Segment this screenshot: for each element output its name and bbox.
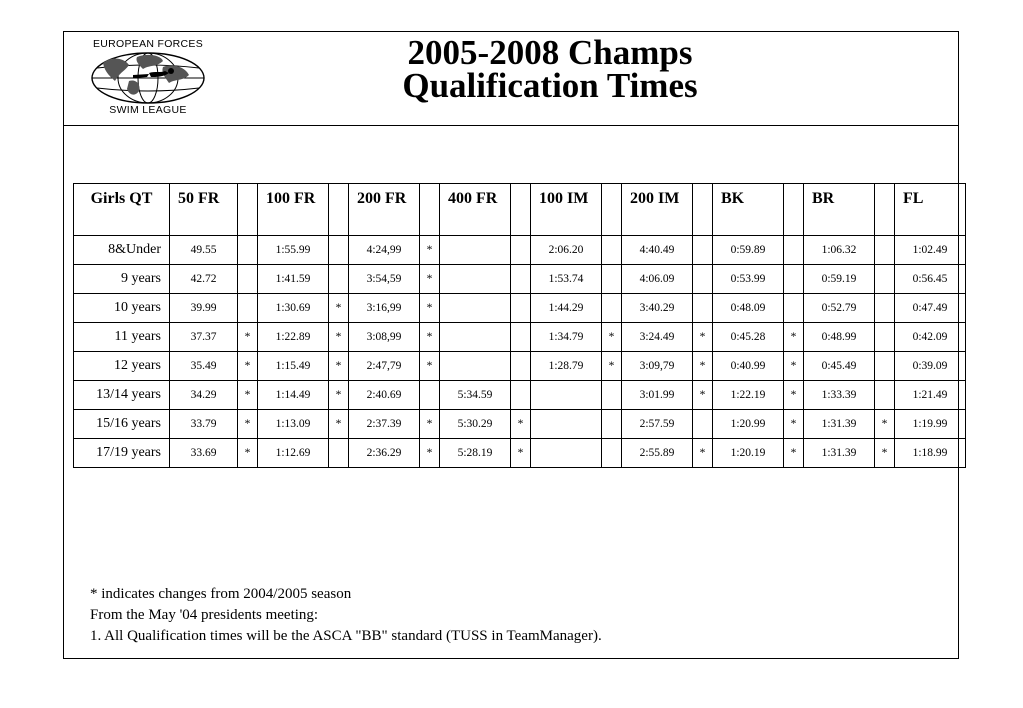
change-marker-cell: * [602,352,622,381]
change-marker-cell [602,410,622,439]
time-cell: 1:02.49 [895,236,966,265]
change-marker-cell [602,381,622,410]
table-header [74,184,966,236]
change-marker-cell: * [420,265,440,294]
time-cell: 1:31.39 [804,439,875,468]
time-cell: 2:37.39 [349,410,420,439]
time-cell: 37.37 [170,323,238,352]
change-marker-cell: * [511,439,531,468]
footnotes [90,584,602,647]
time-cell [440,236,511,265]
age-group-cell: 17/19 years [74,439,170,468]
time-cell: 35.49 [170,352,238,381]
time-cell: 4:40.49 [622,236,693,265]
time-cell: 1:22.19 [713,381,784,410]
header-cell-event: FL [895,184,966,236]
time-cell: 2:40.69 [349,381,420,410]
change-marker-cell: * [693,352,713,381]
change-marker-cell [693,265,713,294]
qualification-times-table [73,183,966,468]
title-line-2: Qualification Times [402,66,698,105]
time-cell: 0:59.89 [713,236,784,265]
time-cell: 1:28.79 [531,352,602,381]
change-marker-cell: * [420,352,440,381]
header-cell-event: BK [713,184,784,236]
time-cell: 4:24,99 [349,236,420,265]
change-marker-cell: * [693,439,713,468]
time-cell: 0:47.49 [895,294,966,323]
change-marker-cell: * [238,439,258,468]
change-marker-cell: * [329,294,349,323]
time-cell: 1:21.49 [895,381,966,410]
footnote-standard: 1. All Qualification times will be the ASCA "BB" standard (TUSS in TeamManager). [90,628,602,644]
time-cell [440,352,511,381]
time-cell [440,294,511,323]
time-cell: 1:31.39 [804,410,875,439]
header-cell-marker [602,184,622,236]
time-cell: 1:18.99 [895,439,966,468]
change-marker-cell: * [238,352,258,381]
time-cell: 2:36.29 [349,439,420,468]
time-cell: 3:24.49 [622,323,693,352]
table-row [74,294,966,323]
time-cell: 1:19.99 [895,410,966,439]
table-body [74,236,966,468]
change-marker-cell [420,381,440,410]
league-logo [83,36,213,120]
time-cell: 33.79 [170,410,238,439]
logo-bottom-text: SWIM LEAGUE [109,104,187,116]
change-marker-cell [875,236,895,265]
time-cell: 0:56.45 [895,265,966,294]
change-marker-cell [511,294,531,323]
time-cell: 0:40.99 [713,352,784,381]
change-marker-cell: * [329,410,349,439]
change-marker-cell: * [784,352,804,381]
age-group-cell: 9 years [74,265,170,294]
time-cell: 1:34.79 [531,323,602,352]
header-cell-event: 400 FR [440,184,511,236]
time-cell: 0:39.09 [895,352,966,381]
time-cell: 2:55.89 [622,439,693,468]
footnote-meeting: From the May '04 presidents meeting: [90,607,319,623]
change-marker-cell: * [784,410,804,439]
time-cell: 1:12.69 [258,439,329,468]
change-marker-cell [784,236,804,265]
time-cell: 1:33.39 [804,381,875,410]
change-marker-cell [693,410,713,439]
time-cell: 3:09,79 [622,352,693,381]
change-marker-cell: * [784,323,804,352]
time-cell: 0:52.79 [804,294,875,323]
time-cell [440,323,511,352]
time-cell: 0:59.19 [804,265,875,294]
header-cell-marker [329,184,349,236]
time-cell: 2:57.59 [622,410,693,439]
header-cell-event: 100 FR [258,184,329,236]
change-marker-cell: * [693,381,713,410]
change-marker-cell [602,439,622,468]
time-cell: 1:20.19 [713,439,784,468]
time-cell: 3:08,99 [349,323,420,352]
change-marker-cell [784,294,804,323]
header-cell-marker [784,184,804,236]
time-cell: 1:15.49 [258,352,329,381]
age-group-cell: 12 years [74,352,170,381]
time-cell: 2:47,79 [349,352,420,381]
change-marker-cell: * [784,439,804,468]
age-group-cell: 13/14 years [74,381,170,410]
time-cell: 1:44.29 [531,294,602,323]
time-cell: 1:13.09 [258,410,329,439]
change-marker-cell [602,294,622,323]
time-cell: 1:22.89 [258,323,329,352]
time-cell [531,410,602,439]
time-cell: 1:30.69 [258,294,329,323]
header-cell-marker [511,184,531,236]
time-cell: 5:34.59 [440,381,511,410]
header-divider [63,125,959,126]
footnote-asterisk: * indicates changes from 2004/2005 season [90,586,352,602]
time-cell: 4:06.09 [622,265,693,294]
change-marker-cell [511,265,531,294]
change-marker-cell [329,265,349,294]
time-cell: 3:54,59 [349,265,420,294]
time-cell: 1:20.99 [713,410,784,439]
time-cell: 2:06.20 [531,236,602,265]
change-marker-cell [875,323,895,352]
time-cell: 34.29 [170,381,238,410]
table-row [74,410,966,439]
age-group-cell: 8&Under [74,236,170,265]
change-marker-cell [602,265,622,294]
change-marker-cell [511,381,531,410]
change-marker-cell [602,236,622,265]
age-group-cell: 11 years [74,323,170,352]
change-marker-cell [693,294,713,323]
change-marker-cell [329,439,349,468]
change-marker-cell: * [420,236,440,265]
time-cell: 42.72 [170,265,238,294]
change-marker-cell: * [420,439,440,468]
time-cell: 0:42.09 [895,323,966,352]
change-marker-cell [238,236,258,265]
change-marker-cell [875,352,895,381]
change-marker-cell [329,236,349,265]
change-marker-cell [238,294,258,323]
change-marker-cell: * [329,352,349,381]
change-marker-cell: * [329,323,349,352]
change-marker-cell: * [238,410,258,439]
globe-swimmer-icon [89,51,207,105]
change-marker-cell: * [420,410,440,439]
header-cell-marker [693,184,713,236]
change-marker-cell: * [238,323,258,352]
change-marker-cell [875,294,895,323]
logo-top-text: EUROPEAN FORCES [92,38,204,50]
header-cell-marker [875,184,895,236]
age-group-cell: 10 years [74,294,170,323]
change-marker-cell: * [784,381,804,410]
change-marker-cell: * [875,410,895,439]
header-cell-event: 200 IM [622,184,693,236]
time-cell: 1:55.99 [258,236,329,265]
change-marker-cell [875,265,895,294]
time-cell: 33.69 [170,439,238,468]
time-cell: 3:16,99 [349,294,420,323]
change-marker-cell: * [511,410,531,439]
change-marker-cell [511,323,531,352]
change-marker-cell: * [875,439,895,468]
table-row [74,236,966,265]
header-cell-marker [420,184,440,236]
time-cell: 5:30.29 [440,410,511,439]
time-cell: 0:48.99 [804,323,875,352]
change-marker-cell: * [238,381,258,410]
change-marker-cell [693,236,713,265]
header-cell-event: 50 FR [170,184,238,236]
table-row [74,381,966,410]
table-row [74,265,966,294]
time-cell: 3:40.29 [622,294,693,323]
header-row [74,184,966,236]
page-title [300,33,800,105]
change-marker-cell: * [420,323,440,352]
time-cell: 39.99 [170,294,238,323]
change-marker-cell [875,381,895,410]
header-cell-group: Girls QT [74,184,170,236]
time-cell: 0:48.09 [713,294,784,323]
age-group-cell: 15/16 years [74,410,170,439]
change-marker-cell [511,236,531,265]
time-cell: 1:53.74 [531,265,602,294]
time-cell: 0:45.28 [713,323,784,352]
change-marker-cell: * [329,381,349,410]
time-cell: 1:06.32 [804,236,875,265]
change-marker-cell [511,352,531,381]
header-cell-event: 200 FR [349,184,420,236]
change-marker-cell: * [420,294,440,323]
header-cell-marker [238,184,258,236]
header-cell-event: BR [804,184,875,236]
time-cell: 3:01.99 [622,381,693,410]
time-cell: 49.55 [170,236,238,265]
table-row [74,439,966,468]
table-row [74,352,966,381]
time-cell: 1:41.59 [258,265,329,294]
time-cell: 1:14.49 [258,381,329,410]
time-cell [440,265,511,294]
change-marker-cell [238,265,258,294]
header-cell-event: 100 IM [531,184,602,236]
change-marker-cell: * [602,323,622,352]
time-cell: 0:53.99 [713,265,784,294]
time-cell [531,439,602,468]
title-line-1: 2005-2008 Champs [407,33,693,72]
time-cell: 0:45.49 [804,352,875,381]
time-cell [531,381,602,410]
change-marker-cell [784,265,804,294]
table-row [74,323,966,352]
change-marker-cell: * [693,323,713,352]
time-cell: 5:28.19 [440,439,511,468]
